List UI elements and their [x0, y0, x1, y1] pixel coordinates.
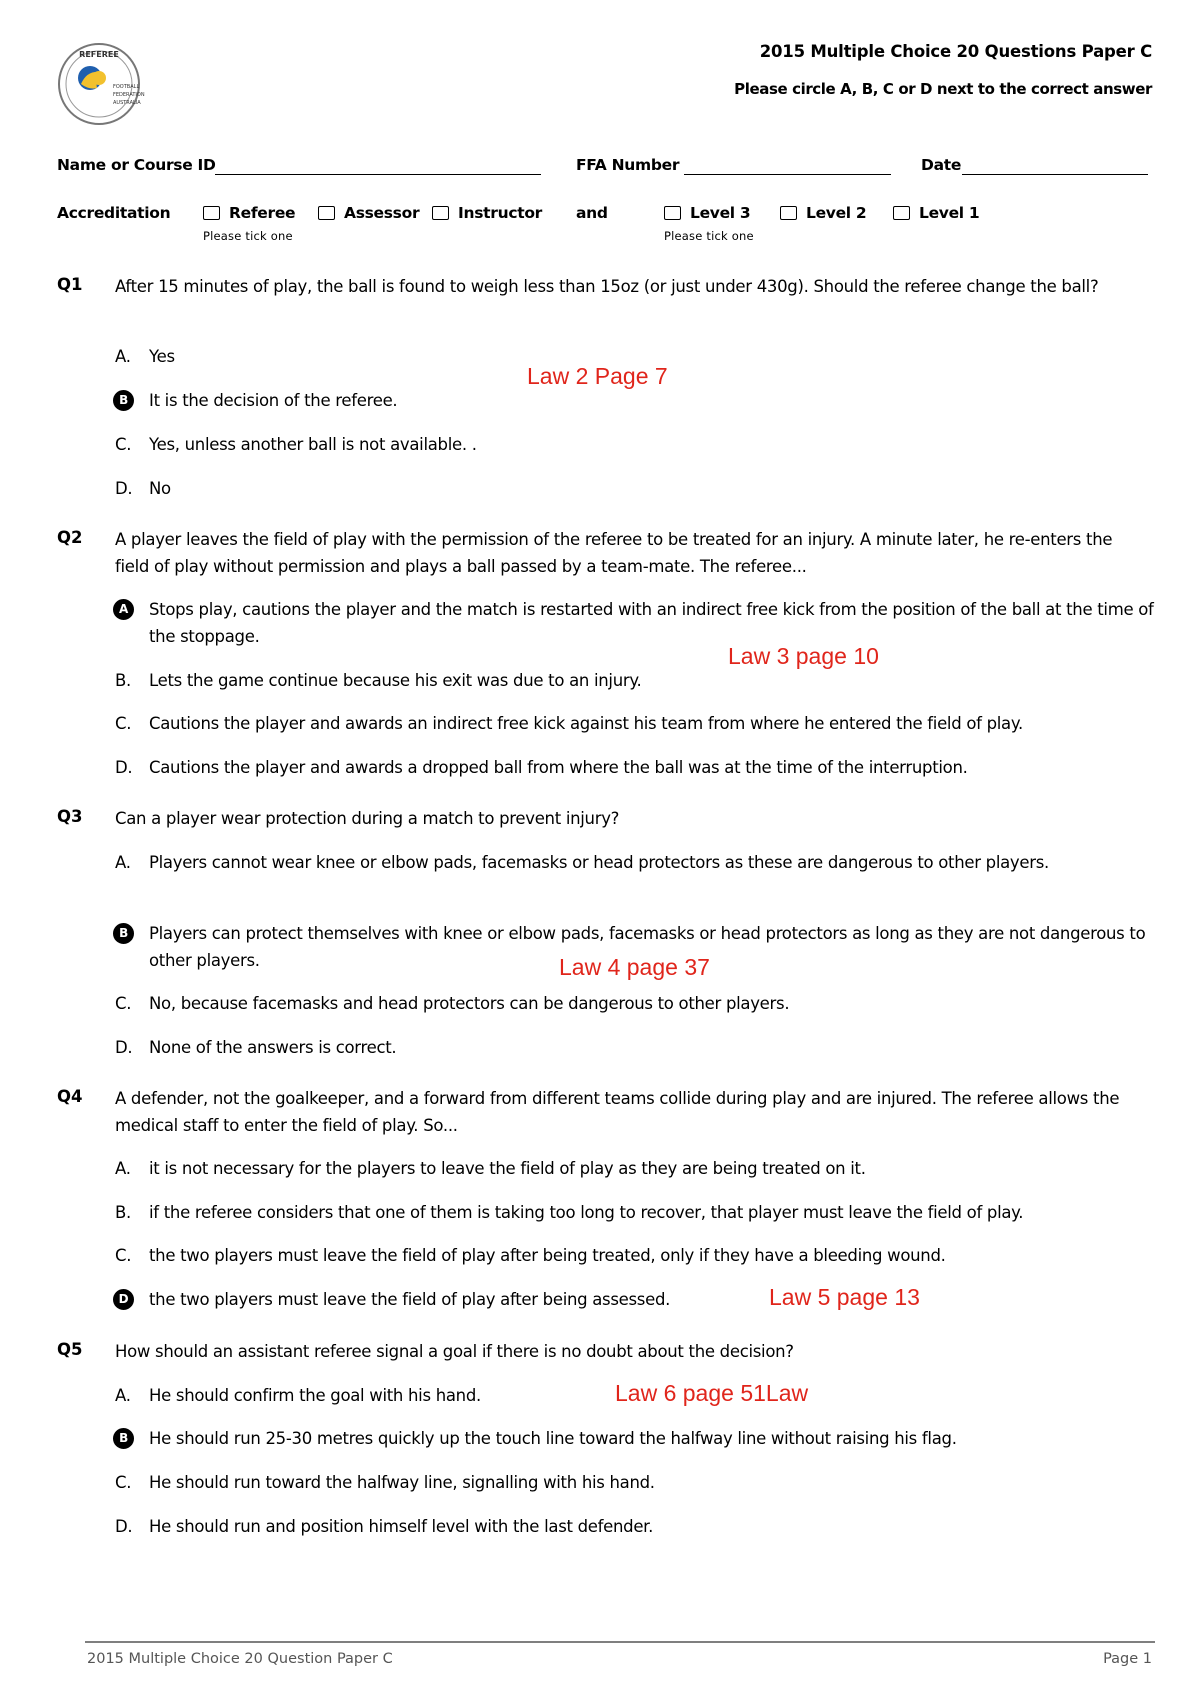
svg-text:REFEREE: REFEREE: [79, 50, 119, 59]
question-number: Q3: [57, 807, 83, 826]
question-number: Q1: [57, 275, 83, 294]
question-text: A defender, not the goalkeeper, and a forward from different teams collide during play and are injured. The referee allows the medical staff to enter the field of play. So...: [115, 1089, 1120, 1135]
paper-instructions: Please circle A, B, C or D next to the correct answer: [734, 80, 1152, 98]
svg-text:FEDERATION: FEDERATION: [113, 92, 145, 98]
law-reference-note: Law 6 page 51Law: [615, 1380, 809, 1406]
question-text: A player leaves the field of play with the permission of the referee to be treated for an injury. A minute later, he re-enters the field of play without permission and plays a ball passed by a team-mate. The referee...: [115, 530, 1113, 576]
and-label: and: [576, 204, 608, 222]
question-number: Q2: [57, 528, 83, 547]
checkbox-icon: [432, 206, 449, 220]
checkbox-level-3[interactable]: Level 3: [664, 204, 750, 222]
svg-text:FOOTBALL: FOOTBALL: [113, 84, 140, 90]
ffa-number-label: FFA Number: [576, 156, 680, 174]
selected-answer-marker: B: [113, 1428, 134, 1449]
answer-sheet-page: REFEREE FOOTBALL FEDERATION AUSTRALIA 2015 Multiple Choice 20 Questions Paper C Please circle A, B, C or D next to the correct answer Name or Course ID FFA Number Date Accreditation Referee Assessor Instructor Please tick one and Level 3 Level 2 Level 1 Please tick one Q1 After 15 minutes of play, the ball is found to weigh less than 15oz (or just under 430g). Should the referee change the ball? A. Yes B It is the decision of the referee. C. Yes, unless another ball is not available. . D. No Law 2 Page 7 Q2 A player leaves the field of play with the permission of the referee to be treated for an injury. A minute later, he re-enters the field of play without permission and plays a ball passed by a team-mate. The referee... A Stops play, cautions the player and the match is restarted with an indirect free kick from the position of the ball at the time of the stoppage. B. Lets the game continue because his exit was due to an injury. C. Cautions the player and awards an indirect free kick against his team from where he entered the field of play. D. Cautions the player and awards a dropped ball from where the ball was at the time of the interruption. Law 3 page 10 Q3 Can a player wear protection during a match to prevent injury? A. Players cannot wear knee or elbow pads, facemasks or head protectors as these are dangerous to other players. B Players can protect themselves with knee or elbow pads, facemasks or head protectors as long as they are not dangerous to other players. C. No, because facemasks and head protectors can be dangerous to other players. D. None of the answers is correct. Law 4 page 37 Q4 A defender, not the goalkeeper, and a forward from different teams collide during play and are injured. The referee allows the medical staff to enter the field of play. So... A. it is not necessary for the players to leave the field of play as they are being treated on it. B. if the referee considers that one of them is taking too long to recover, that player must leave the field of play. C. the two players must leave the field of play after being treated, only if they have a bleeding wound. D the two players must leave the field of play after being assessed. Law 5 page 13 Q5 How should an assistant referee signal a goal if there is no doubt about the decision? A. He should confirm the goal with his hand. B He should run 25-30 metres quickly up the touch line toward the halfway line without raising his flag. C. He should run toward the halfway line, signalling with his hand. D. He should run and position himself level with the last defender. Law 6 page 51Law 2015 Multiple Choice 20 Question Paper C Page 1: [57, 42, 1154, 1667]
accreditation-label: Accreditation: [57, 204, 171, 222]
date-field[interactable]: [962, 174, 1148, 175]
svg-text:AUSTRALIA: AUSTRALIA: [113, 100, 141, 106]
law-reference-note: Law 4 page 37: [559, 954, 710, 980]
checkbox-assessor[interactable]: Assessor: [318, 204, 419, 222]
level-tick-note: Please tick one: [664, 229, 754, 243]
question-text: Can a player wear protection during a match to prevent injury?: [115, 809, 620, 828]
checkbox-icon: [664, 206, 681, 220]
checkbox-referee[interactable]: Referee: [203, 204, 295, 222]
date-label: Date: [921, 156, 962, 174]
selected-answer-marker: A: [113, 599, 134, 620]
role-tick-note: Please tick one: [203, 229, 293, 243]
footer-paper-title: 2015 Multiple Choice 20 Question Paper C: [87, 1651, 393, 1667]
name-or-course-id-field[interactable]: [215, 174, 541, 175]
selected-answer-marker: B: [113, 923, 134, 944]
name-or-course-id-label: Name or Course ID: [57, 156, 216, 174]
question-text: How should an assistant referee signal a goal if there is no doubt about the decision?: [115, 1342, 794, 1361]
ffa-number-field[interactable]: [684, 174, 891, 175]
footer-divider: [85, 1641, 1155, 1643]
paper-title: 2015 Multiple Choice 20 Questions Paper C: [759, 42, 1152, 61]
checkbox-instructor[interactable]: Instructor: [432, 204, 542, 222]
question-text: After 15 minutes of play, the ball is found to weigh less than 15oz (or just under 430g). Should the referee change the ball?: [115, 277, 1099, 296]
question-number: Q4: [57, 1087, 83, 1106]
selected-answer-marker: D: [113, 1289, 134, 1310]
checkbox-level-2[interactable]: Level 2: [780, 204, 866, 222]
law-reference-note: Law 5 page 13: [769, 1284, 920, 1310]
selected-answer-marker: B: [113, 390, 134, 411]
checkbox-icon: [203, 206, 220, 220]
footer-page-number: Page 1: [1103, 1651, 1152, 1667]
law-reference-note: Law 2 Page 7: [527, 363, 668, 389]
question-number: Q5: [57, 1340, 83, 1359]
checkbox-level-1[interactable]: Level 1: [893, 204, 979, 222]
law-reference-note: Law 3 page 10: [728, 643, 879, 669]
checkbox-icon: [893, 206, 910, 220]
checkbox-icon: [780, 206, 797, 220]
checkbox-icon: [318, 206, 335, 220]
ffa-referee-logo: [57, 42, 145, 126]
